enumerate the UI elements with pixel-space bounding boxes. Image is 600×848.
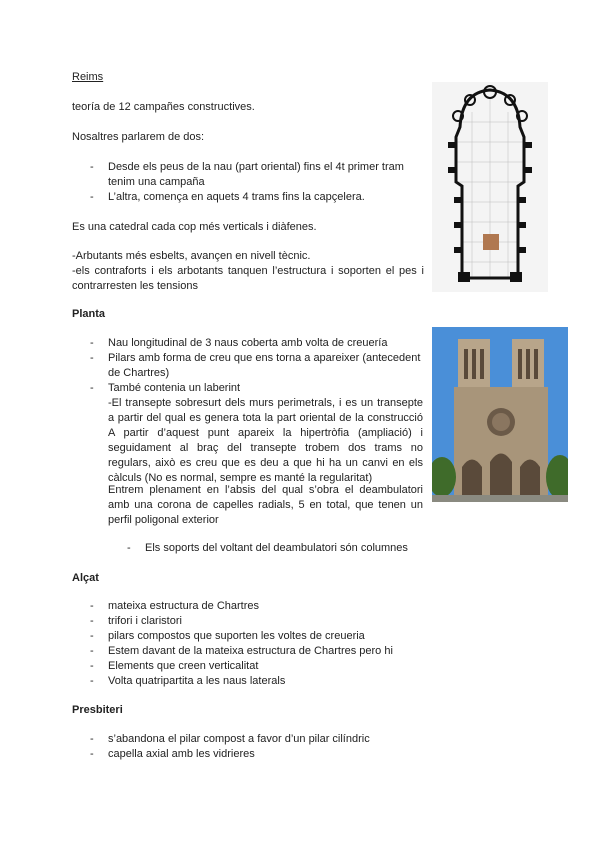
vertical-text: Es una catedral cada cop més verticals i diàfenes. [72, 221, 317, 233]
arbotants-text-1: -Arbutants més esbelts, avançen en nivell tècnic. [72, 250, 311, 262]
presbiteri-list [90, 732, 438, 762]
list-item: - s’abandona el pilar compost a favor d’un pilar cilíndric [90, 733, 370, 745]
campaign-list [90, 160, 423, 205]
list-item: - Elements que creen verticalitat [90, 660, 259, 672]
list-item: - pilars compostos que suporten les voltes de creueria [90, 630, 365, 642]
list-item: - Nau longitudinal de 3 naus coberta amb volta de creuería [90, 337, 388, 349]
list-item: - trifori i claristori [90, 615, 182, 627]
alcat-heading: Alçat [72, 572, 99, 584]
list-item: - Estem davant de la mateixa estructura de Chartres pero hi [90, 645, 393, 657]
list-item: - Volta quatripartita a les naus laterals [90, 675, 286, 687]
floor-plan-drawing [432, 82, 548, 292]
intro-text-2: Nosaltres parlarem de dos: [72, 131, 205, 143]
list-item: - Pilars amb forma de creu que ens torna a apareixer (antecedent de Chartres) [90, 352, 421, 379]
planta-heading: Planta [72, 308, 106, 320]
list-item: - capella axial amb les vidrieres [90, 748, 255, 760]
planta-sub-list [127, 541, 425, 556]
page-title: Reims [72, 71, 104, 83]
planta-paragraph-1: -El transepte sobresurt dels murs perimetrals, i es un transepte a partir del qual es genera tota la part oriental de la construcció A partir d’aquest punt apareix la hipertròfia (ampliació) i seguidament al braç del transepte trobem dos trams no regulars, això es creu que es deu a que hi ha un canvi en els càlculs (No es normal, sempre es manté la regularitat) [108, 397, 423, 484]
facade-drawing [432, 327, 568, 502]
presbiteri-heading: Presbiteri [72, 704, 123, 716]
list-item: - mateixa estructura de Chartres [90, 600, 260, 612]
list-item: - Desde els peus de la nau (part oriental) fins el 4t primer tram tenim una campaña [90, 161, 404, 188]
floor-plan-image [432, 82, 548, 292]
alcat-list [90, 599, 438, 689]
planta-paragraph-2: Entrem plenament en l’absis del qual s’obra el deambulatori amb una corona de capelles radials, 5 en total, que tenen un perfil poligonal exterior [108, 484, 423, 526]
facade-photo [432, 327, 568, 502]
planta-list [90, 336, 423, 396]
intro-text: teoría de 12 campañes constructives. [72, 101, 255, 113]
arbotants-text-2: -els contraforts i els arbotants tanquen l’estructura i soporten el pes i contrarresten les tensions [72, 265, 424, 292]
list-item: - Els soports del voltant del deambulatori són columnes [127, 542, 408, 554]
list-item: - També contenia un laberint [90, 382, 241, 394]
list-item: - L’altra, comença en aquets 4 trams fins la capçelera. [90, 191, 365, 203]
